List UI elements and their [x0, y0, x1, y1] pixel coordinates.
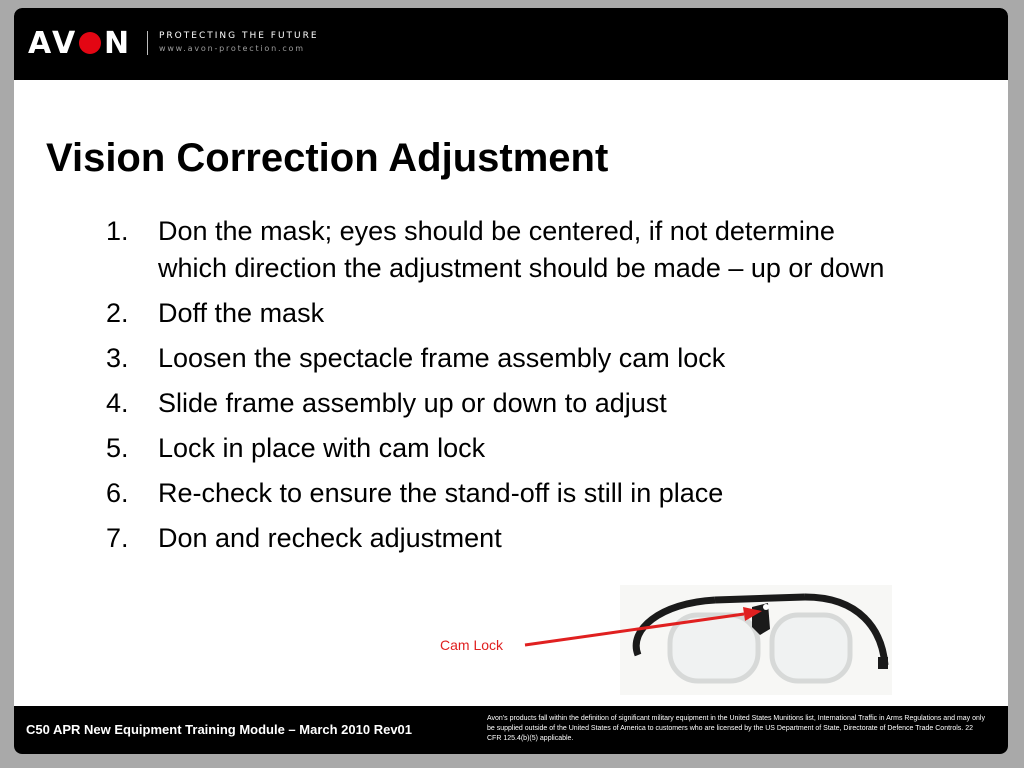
- slide: [14, 8, 1008, 754]
- logo-letter-n: N: [104, 28, 130, 56]
- step-number: 3.: [106, 343, 129, 373]
- cam-lock-label: Cam Lock: [440, 637, 504, 653]
- step-text: Loosen the spectacle frame assembly cam lock: [158, 343, 726, 373]
- website-url: www.avon-protection.com: [159, 44, 305, 53]
- logo-letter-a: A: [28, 28, 52, 56]
- step-number: 2.: [106, 298, 129, 328]
- callout-arrow-line: [525, 614, 744, 645]
- footer-title: C50 APR New Equipment Training Module – March 2010 Rev01: [26, 722, 413, 737]
- step-number: 7.: [106, 523, 129, 553]
- step-text: Don and recheck adjustment: [158, 523, 502, 553]
- step-text: Re-check to ensure the stand-off is still in place: [158, 478, 724, 508]
- callout-arrowhead: [743, 607, 762, 621]
- step-number: 4.: [106, 388, 129, 418]
- step-number: 6.: [106, 478, 129, 508]
- step-text: Slide frame assembly up or down to adjust: [158, 388, 667, 418]
- callout-arrow: [14, 8, 1008, 754]
- step-number: 5.: [106, 433, 129, 463]
- footer-legal-notice: Avon's products fall within the definition of significant military equipment in the United States Munitions list, International Traffic in Arms Regulations and may only be supplied outside of the United States of America to customers who are licensed by the US Department of State, Directorate of Defence Trade Controls. 22 CFR 125.4(b)(5) applicable.: [487, 715, 985, 742]
- slide-title: Vision Correction Adjustment: [46, 136, 609, 180]
- step-text: Doff the mask: [158, 298, 325, 328]
- footer-bar: [14, 706, 1008, 754]
- step-number: 1.: [106, 216, 129, 246]
- step-text: Don the mask; eyes should be centered, if not determine which direction the adjustment should be made – up or down: [158, 216, 885, 283]
- logo-letter-v: V: [52, 28, 76, 56]
- step-text: Lock in place with cam lock: [158, 433, 486, 463]
- tagline: PROTECTING THE FUTURE: [159, 31, 319, 41]
